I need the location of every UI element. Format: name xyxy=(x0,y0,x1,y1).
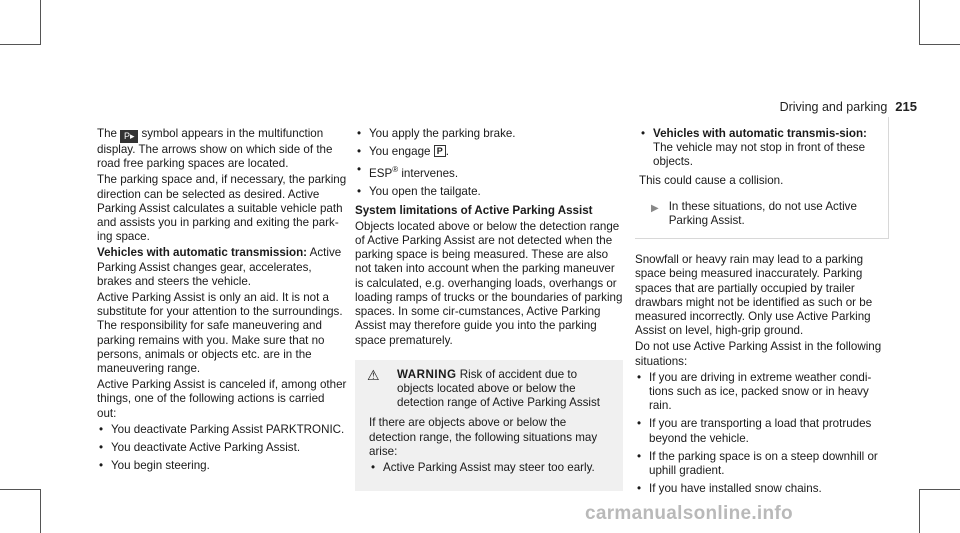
paragraph: Objects located above or below the detection range of Active Parking Assist are not detected when the parking space is being measured. These are also not taken into account when the parking maneuver is calculated, e.g. overhanging loads, overhangs or loading ramps of trucks or the boundaries of parking spaces. In some cir-cumstances, Active Parking Assist may therefore guide you into the parking space prematurely. xyxy=(355,219,623,347)
list-item: • Vehicles with automatic transmis-sion: The vehicle may not stop in front of these objects. xyxy=(639,127,880,170)
cancel-list-continued xyxy=(355,127,623,200)
warning-box xyxy=(355,360,623,491)
column-3 xyxy=(635,117,889,500)
play-arrow-icon: ▶ xyxy=(651,202,659,214)
page-header xyxy=(780,99,917,114)
paragraph: Snowfall or heavy rain may lead to a parking space being measured inaccurately. Parking spaces that are partially occupied by trailer drawbars might not be identified as such or be measured incorrectly. Only use Active Parking Assist on level, high-grip ground. xyxy=(635,253,873,338)
crop-mark xyxy=(919,489,920,533)
paragraph: Active Parking Assist is only an aid. It is not a substitute for your attention to the surroundings. The responsibility for safe maneuvering and parking remains with you. Make sure that no persons, animals or objects etc. are in the maneuvering range. xyxy=(97,291,343,376)
warning-intro: Risk of accident due to objects located above or below the detection range of Active Parking Assist xyxy=(397,367,601,410)
situation-list xyxy=(635,371,889,497)
list-item: • If you have installed snow chains. xyxy=(635,482,889,496)
warning-triangle-icon: ⚠ xyxy=(367,366,380,383)
parking-symbol-icon: P▸ xyxy=(120,130,138,143)
list-item: • Active Parking Assist may steer too early. xyxy=(369,461,613,475)
crop-mark xyxy=(919,0,920,45)
list-item: • If you are driving in extreme weather condi-tions such as ice, packed snow or in heavy rain. xyxy=(635,371,889,414)
warning-title: WARNING xyxy=(397,367,457,381)
crop-mark xyxy=(0,44,40,45)
list-item: • You begin steering. xyxy=(97,459,347,473)
watermark: carmanualsonline.info xyxy=(585,503,793,524)
section-title: Driving and parking xyxy=(779,100,888,114)
list-item: • If you are transporting a load that protrudes beyond the vehicle. xyxy=(635,417,889,445)
cancel-list xyxy=(97,423,347,474)
paragraph: Do not use Active Parking Assist in the following situations: xyxy=(635,340,882,368)
crop-mark xyxy=(40,0,41,45)
crop-mark xyxy=(0,489,40,490)
crop-mark xyxy=(40,489,41,533)
paragraph: Active Parking Assist is canceled if, among other things, one of the following actions is carried out: xyxy=(97,378,347,420)
crop-mark xyxy=(919,44,960,45)
instruction-note: ▶ In these situations, do not use Active Parking Assist. xyxy=(651,199,857,228)
park-position-icon: P xyxy=(434,145,446,157)
page-number: 215 xyxy=(895,99,917,114)
paragraph: This could cause a collision. xyxy=(639,173,784,187)
paragraph: The parking space and, if necessary, the parking direction can be selected as desired. Active Parking Assist calculates a suitable vehicle path and assists you in parking and exiting the park-ing space. xyxy=(97,173,347,244)
warning-text: If there are objects above or below the detection range, the following situations may arise: xyxy=(369,416,598,458)
paragraph: Vehicles with automatic transmission: Active Parking Assist changes gear, accelerates, brakes and steers the vehicle. xyxy=(97,246,342,288)
list-item: • ESP® intervenes. xyxy=(355,163,623,181)
list-item: • You deactivate Parking Assist PARKTRONIC. xyxy=(97,423,347,437)
list-item: • You engage P . xyxy=(355,145,623,159)
crop-mark xyxy=(919,489,960,490)
column-1 xyxy=(97,127,347,477)
warning-box-continued xyxy=(635,117,889,239)
list-item: • You deactivate Active Parking Assist. xyxy=(97,441,347,455)
list-item: • You open the tailgate. xyxy=(355,185,623,199)
paragraph: The P▸ symbol appears in the multifunction display. The arrows show on which side of the road free parking spaces are located. xyxy=(97,127,333,171)
section-heading: System limitations of Active Parking Assist xyxy=(355,203,593,217)
list-item: • If the parking space is on a steep downhill or uphill gradient. xyxy=(635,450,889,478)
column-2 xyxy=(355,127,623,491)
list-item: • You apply the parking brake. xyxy=(355,127,623,141)
